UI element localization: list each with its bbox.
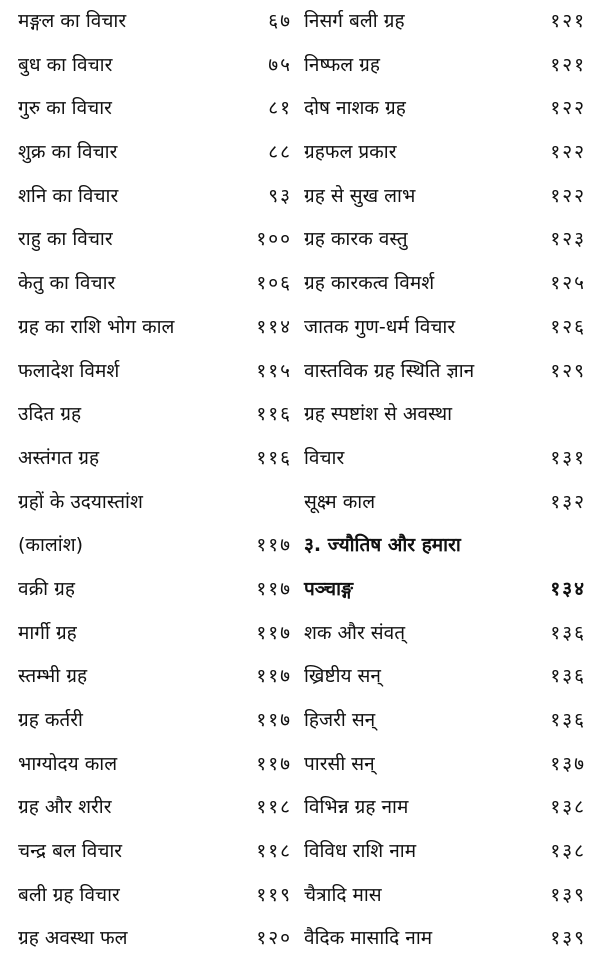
toc-entry-page: १३६ (550, 621, 586, 644)
toc-entry-page: १०६ (256, 272, 292, 295)
toc-entry (300, 830, 590, 874)
toc-entry-page: ११७ (256, 709, 292, 731)
toc-entry (300, 262, 590, 306)
toc-entry-title: फलादेश विमर्श (18, 359, 120, 382)
toc-entry-title: पारसी सन् (304, 752, 375, 775)
toc-entry-title: विविध राशि नाम (304, 840, 417, 863)
toc-entry (300, 306, 590, 350)
toc-entry-title: मार्गी ग्रह (18, 621, 77, 644)
toc-entry-page: ११८ (256, 796, 292, 819)
toc-entry (300, 393, 590, 437)
toc-entry-page: ८८ (268, 141, 292, 164)
toc-entry (300, 874, 590, 918)
toc-entry-page: १२२ (550, 97, 586, 120)
toc-entry-title: शक और संवत् (304, 621, 406, 644)
toc-entry (300, 655, 590, 699)
toc-entry-page: ११४ (256, 315, 292, 338)
toc-entry-page: ६७ (268, 10, 292, 32)
toc-entry-page: १२३ (550, 228, 586, 251)
toc-entry (14, 437, 296, 481)
toc-entry (14, 262, 296, 306)
toc-entry-title: विचार (304, 446, 345, 469)
toc-entry-page: ११५ (256, 359, 292, 382)
toc-entry-title: ग्रहफल प्रकार (304, 141, 397, 164)
toc-entry (300, 699, 590, 743)
toc-entry-page: १३९ (550, 883, 586, 906)
toc-entry (14, 874, 296, 918)
toc-entry-page: ११६ (256, 446, 292, 469)
toc-entry-page: १२१ (550, 10, 586, 32)
toc-entry (300, 786, 590, 830)
toc-entry-title: केतु का विचार (18, 272, 116, 295)
toc-entry-page: ११७ (256, 577, 292, 600)
toc-entry (14, 568, 296, 612)
toc-entry (14, 393, 296, 437)
toc-entry-title: ग्रह से सुख लाभ (304, 184, 416, 207)
toc-entry-title: भाग्योदय काल (18, 752, 118, 775)
toc-entry (14, 917, 296, 961)
toc-entry-title: ग्रह का राशि भोग काल (18, 315, 175, 338)
toc-entry-title: (कालांश) (18, 534, 84, 557)
toc-entry-title: राहु का विचार (18, 228, 113, 251)
toc-entry-page: ११६ (256, 403, 292, 426)
toc-entry (14, 699, 296, 743)
toc-entry (300, 0, 590, 44)
toc-entry-page: ११७ (256, 752, 292, 775)
toc-entry-page: १३८ (550, 840, 586, 863)
toc-entry-title: ग्रह स्पष्टांश से अवस्था (304, 403, 453, 426)
toc-entry-title: चन्द्र बल विचार (18, 840, 123, 863)
toc-entry-title: निष्फल ग्रह (304, 53, 380, 76)
toc-entry (14, 655, 296, 699)
toc-entry (14, 0, 296, 44)
toc-entry (14, 524, 296, 568)
toc-entry-page: १३६ (550, 709, 586, 731)
toc-left-column (14, 0, 296, 950)
toc-section-heading-title: ३. ज्यौतिष और हमारा (304, 534, 461, 557)
toc-entry-page: १३७ (550, 752, 586, 775)
toc-entry-page: १०० (256, 228, 292, 251)
toc-entry-page: १२६ (550, 315, 586, 338)
toc-entry-title: निसर्ग बली ग्रह (304, 10, 405, 32)
toc-entry-page: १२२ (550, 141, 586, 164)
toc-entry (300, 175, 590, 219)
toc-entry-title: ख्रिष्टीय सन् (304, 665, 381, 688)
toc-entry-page: १३४ (550, 577, 586, 600)
toc-entry-page: १२१ (550, 53, 586, 76)
toc-entry (300, 917, 590, 961)
toc-entry-page: १३८ (550, 796, 586, 819)
toc-entry-page: ११७ (256, 665, 292, 688)
toc-entry-title: ग्रहों के उदयास्तांश (18, 490, 143, 513)
toc-entry-page: ७५ (268, 53, 292, 76)
toc-entry (14, 218, 296, 262)
toc-entry-title: ग्रह अवस्था फल (18, 927, 128, 950)
toc-section-heading (300, 524, 590, 568)
toc-entry (14, 350, 296, 394)
toc-entry-title: मङ्गल का विचार (18, 10, 127, 32)
toc-entry (300, 87, 590, 131)
toc-entry-page: ११८ (256, 840, 292, 863)
toc-entry-title: सूक्ष्म काल (304, 490, 376, 513)
toc-entry-title: बुध का विचार (18, 53, 113, 76)
toc-entry-title: चैत्रादि मास (304, 883, 382, 906)
toc-entry-page: १३९ (550, 927, 586, 950)
toc-entry-page: १३२ (550, 490, 586, 513)
toc-entry-page: ८१ (268, 97, 292, 120)
toc-entry-title: बली ग्रह विचार (18, 883, 120, 906)
toc-entry-page: १२० (256, 927, 292, 950)
toc-entry (14, 44, 296, 88)
toc-entry-title: पञ्चाङ्ग (304, 577, 354, 600)
toc-entry (300, 437, 590, 481)
toc-entry (300, 568, 590, 612)
toc-entry-page: १२५ (550, 272, 586, 295)
toc-entry-page: १२२ (550, 184, 586, 207)
toc-entry (14, 306, 296, 350)
toc-entry-page: ११७ (256, 534, 292, 557)
toc-entry-title: ग्रह कारकत्व विमर्श (304, 272, 435, 295)
toc-entry-page: ९३ (268, 184, 292, 207)
toc-entry-title: अस्तंगत ग्रह (18, 446, 100, 469)
toc-entry (14, 830, 296, 874)
toc-entry-title: दोष नाशक ग्रह (304, 97, 406, 120)
toc-entry (300, 350, 590, 394)
toc-entry-title: ग्रह कारक वस्तु (304, 228, 408, 251)
toc-entry-title: गुरु का विचार (18, 97, 112, 120)
toc-entry-title: वास्तविक ग्रह स्थिति ज्ञान (304, 359, 475, 382)
toc-entry-page: ११९ (256, 883, 292, 906)
toc-entry-page: ११७ (256, 621, 292, 644)
toc-entry (300, 218, 590, 262)
toc-entry (300, 481, 590, 525)
toc-entry-page: १३१ (550, 446, 586, 469)
toc-entry-title: स्तम्भी ग्रह (18, 665, 88, 688)
toc-entry-title: उदित ग्रह (18, 403, 82, 426)
toc-entry-title: ग्रह और शरीर (18, 796, 112, 819)
toc-entry (14, 175, 296, 219)
toc-entry-page: १२९ (550, 359, 586, 382)
toc-entry-title: हिजरी सन् (304, 709, 376, 731)
toc-right-column (300, 0, 590, 950)
toc-entry-page: १३६ (550, 665, 586, 688)
toc-entry (14, 743, 296, 787)
toc-entry (14, 481, 296, 525)
toc-entry (14, 786, 296, 830)
toc-entry-title: वक्री ग्रह (18, 577, 75, 600)
toc-entry (14, 131, 296, 175)
toc-entry-title: वैदिक मासादि नाम (304, 927, 433, 950)
toc-entry (300, 743, 590, 787)
toc-entry (14, 87, 296, 131)
toc-entry (14, 612, 296, 656)
toc-entry-title: जातक गुण-धर्म विचार (304, 315, 456, 338)
toc-entry-title: ग्रह कर्तरी (18, 709, 83, 731)
toc-entry-title: शुक्र का विचार (18, 141, 118, 164)
toc-entry-title: विभिन्न ग्रह नाम (304, 796, 409, 819)
toc-entry-title: शनि का विचार (18, 184, 119, 207)
toc-entry (300, 131, 590, 175)
toc-entry (300, 44, 590, 88)
toc-entry (300, 612, 590, 656)
